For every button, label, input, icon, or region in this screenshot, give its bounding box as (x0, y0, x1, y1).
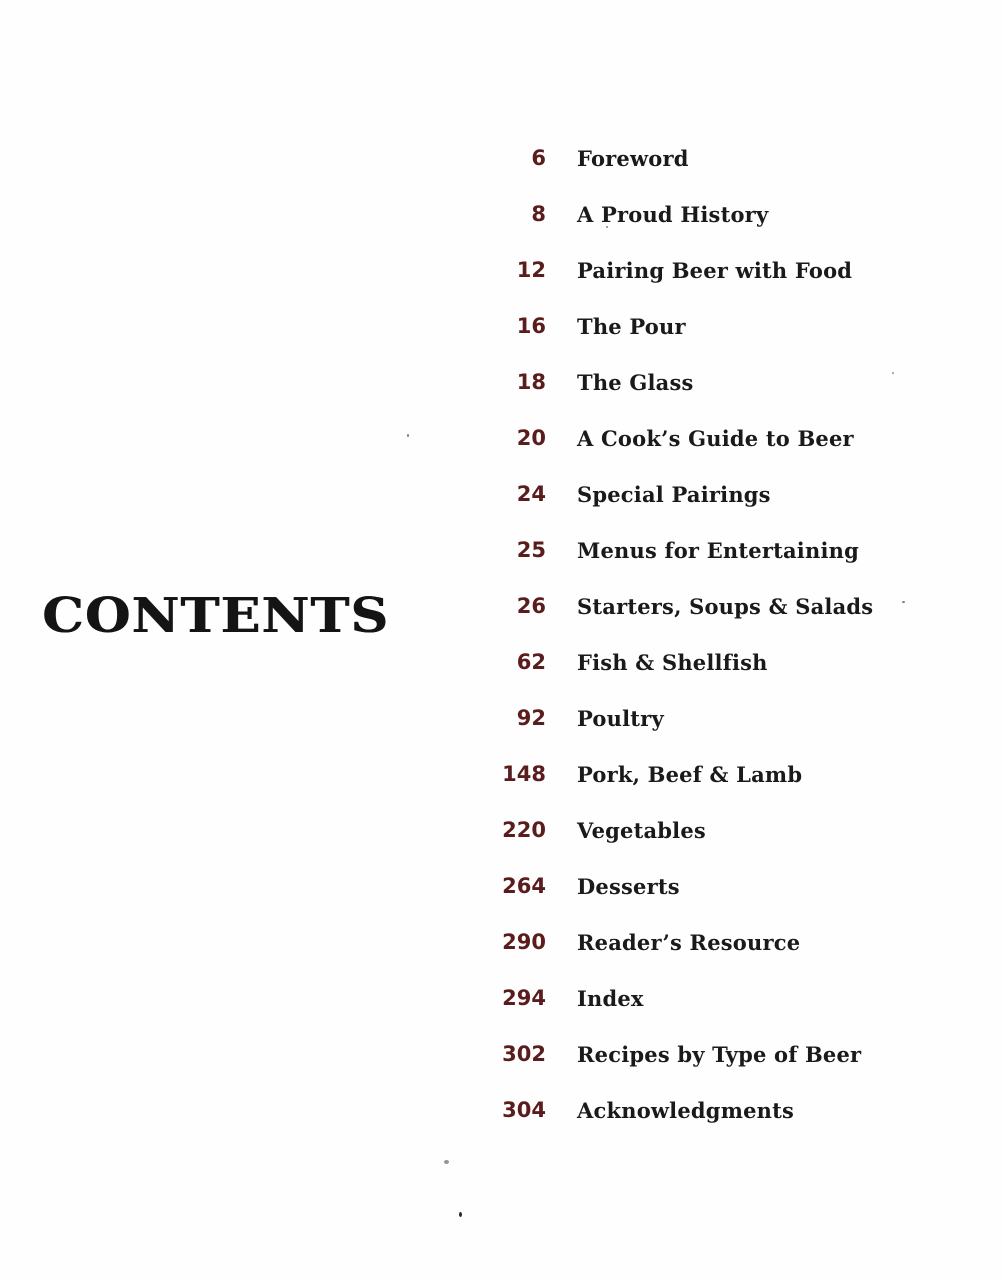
toc-title: Acknowledgments (577, 1097, 795, 1123)
print-speck (444, 1160, 449, 1164)
toc-page-number: 25 (516, 538, 546, 562)
toc-title: Desserts (577, 873, 680, 899)
print-speck (459, 1212, 462, 1217)
toc-entry (488, 746, 873, 802)
toc-title: Reader’s Resource (577, 929, 801, 955)
toc-entry (488, 1082, 873, 1138)
toc-page-number: 24 (516, 482, 546, 506)
toc-entry (488, 242, 873, 298)
toc-entry (488, 298, 873, 354)
toc-title: The Glass (577, 369, 694, 395)
toc-title: Recipes by Type of Beer (577, 1041, 862, 1067)
toc-page-number: 16 (516, 314, 546, 338)
toc-entry (488, 466, 873, 522)
toc-page-number: 92 (516, 706, 546, 730)
print-speck (407, 434, 409, 437)
toc-page-number: 290 (502, 930, 546, 954)
toc-entry (488, 970, 873, 1026)
toc-entry (488, 690, 873, 746)
toc-entry (488, 858, 873, 914)
toc-title: Menus for Entertaining (577, 537, 859, 563)
toc-entry (488, 914, 873, 970)
toc-title: Foreword (577, 145, 689, 171)
toc-entry (488, 1026, 873, 1082)
toc-page-number: 220 (502, 818, 546, 842)
toc-title: Pairing Beer with Food (577, 257, 853, 283)
toc-title: A Proud History (577, 201, 769, 227)
toc-title: Poultry (577, 705, 664, 731)
toc-entry (488, 130, 873, 186)
toc-title: The Pour (577, 313, 686, 339)
toc-page-number: 20 (516, 426, 546, 450)
toc-page-number: 304 (502, 1098, 546, 1122)
toc-entry (488, 354, 873, 410)
print-speck (606, 226, 608, 228)
toc-title: Starters, Soups & Salads (577, 593, 874, 619)
toc-title: Fish & Shellfish (577, 649, 768, 675)
toc-entry (488, 410, 873, 466)
toc-page-number: 264 (502, 874, 546, 898)
toc-title: Index (577, 985, 644, 1011)
toc-entry (488, 802, 873, 858)
toc-entry (488, 634, 873, 690)
toc-title: Pork, Beef & Lamb (577, 761, 803, 787)
toc-page-number: 18 (516, 370, 546, 394)
print-speck (902, 601, 905, 603)
toc-page-number: 8 (531, 202, 546, 226)
toc-page-number: 62 (516, 650, 546, 674)
toc-page-number: 302 (502, 1042, 546, 1066)
toc-title: A Cook’s Guide to Beer (577, 425, 854, 451)
toc-title: Special Pairings (577, 481, 771, 507)
toc-entry (488, 578, 873, 634)
toc-page-number: 26 (516, 594, 546, 618)
toc-page-number: 6 (531, 146, 546, 170)
toc-title: Vegetables (577, 817, 706, 843)
table-of-contents (488, 130, 873, 1138)
print-speck (892, 372, 894, 374)
toc-entry (488, 186, 873, 242)
contents-heading: CONTENTS (42, 588, 390, 644)
toc-page-number: 148 (502, 762, 546, 786)
toc-page-number: 12 (516, 258, 546, 282)
toc-page-number: 294 (502, 986, 546, 1010)
toc-entry (488, 522, 873, 578)
